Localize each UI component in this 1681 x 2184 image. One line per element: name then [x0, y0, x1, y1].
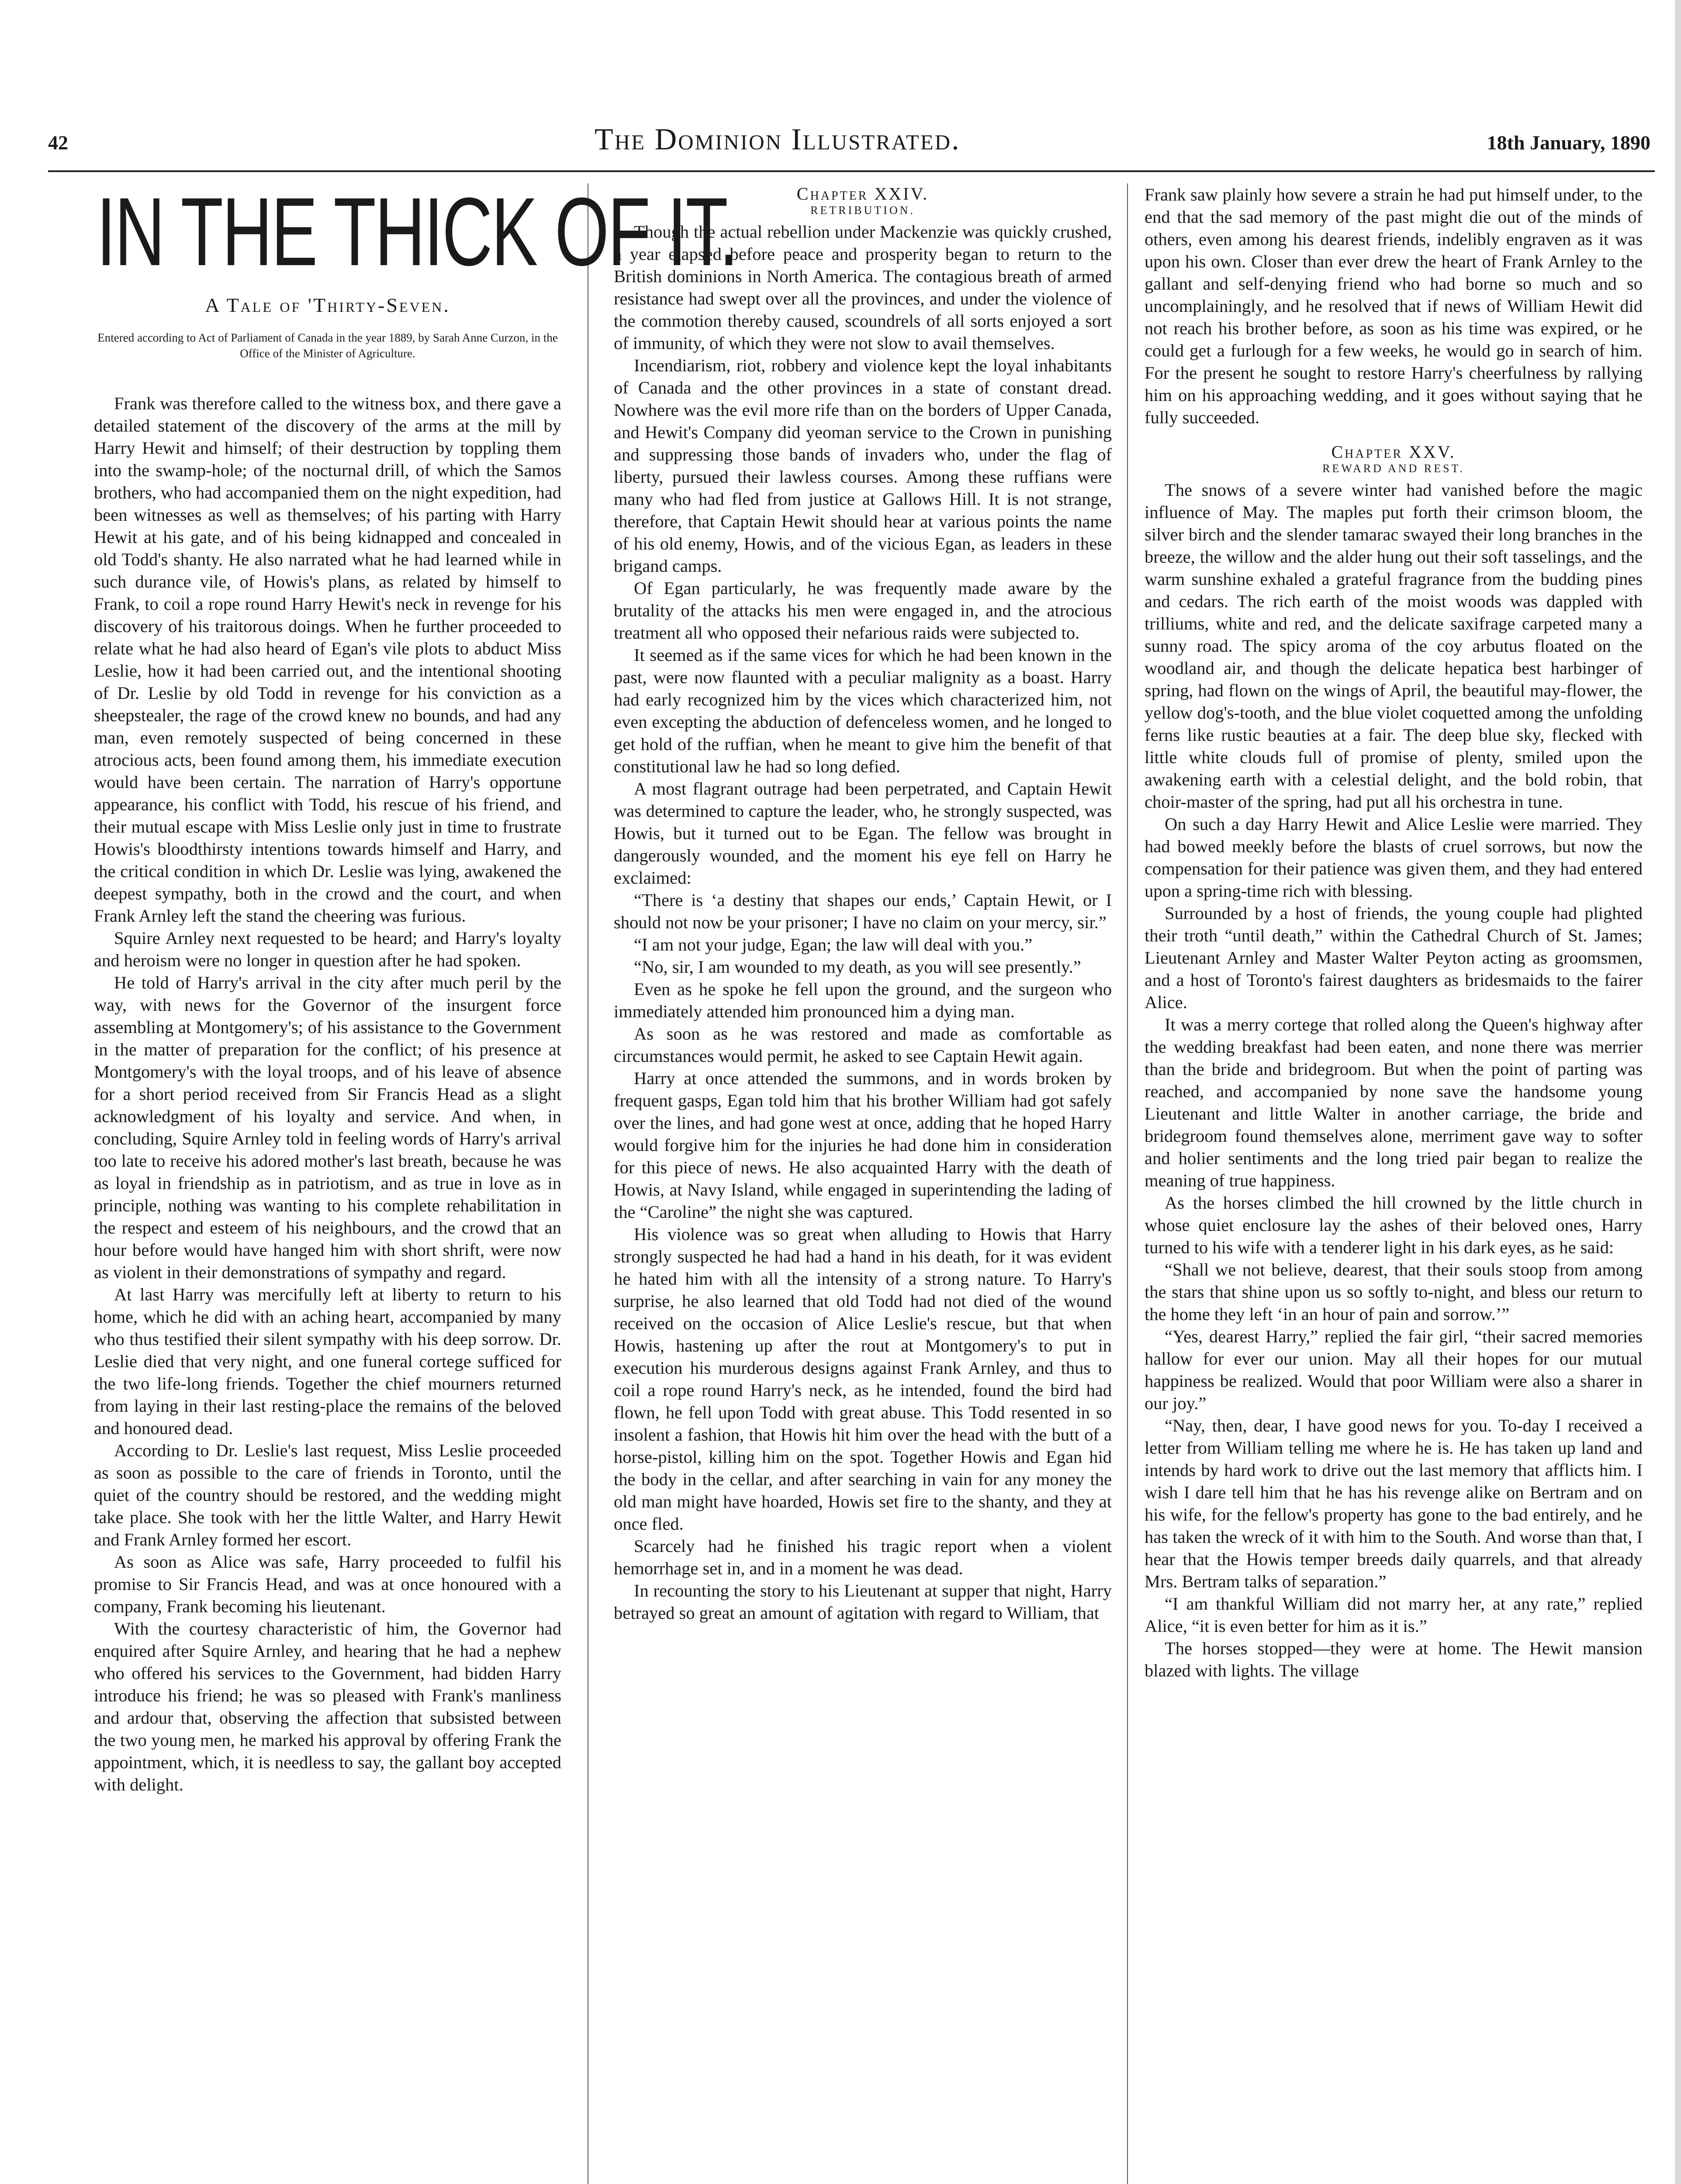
paragraph: At last Harry was mercifully left at liberty to return to his home, which he did with an aching heart, accompanied by many who thus testified their silent sympathy with his deep sorrow. Dr. Leslie died that very night, and one funeral cortege sufficed for the two life-long friends. Together the chief mourners returned from laying in their last resting-place the remains of the beloved and honoured dead.: [94, 1284, 561, 1438]
header-rule: [48, 170, 1655, 172]
paragraph: “I am thankful William did not marry her, at any rate,” replied Alice, “it is even better for him as it is.”: [1145, 1594, 1643, 1636]
paragraph: His violence was so great when alluding to Howis that Harry strongly suspected he had had a hand in his death, for it was evident he hated him with all the intensity of a strong nature. To Harry's surprise, he also learned that old Todd had not died of the wound received on the occasion of Alice Leslie's rescue, but that when Howis, hastening up after the rout at Montgomery's to put in execution his murderous designs against Frank Arnley, and thus to coil a rope round Harry's neck, as he intended, found the bird had flown, he fell upon Todd with great abuse. This Todd resented in so insolent a fashion, that Howis hit him over the head with the butt of a horse-pistol, killing him on the spot. Together Howis and Egan hid the body in the cellar, and after searching in vain for any money the old man might have hoarded, Howis set fire to the shanty, and they at once fled.: [614, 1224, 1112, 1534]
paragraph: “Shall we not believe, dearest, that their souls stoop from among the stars that shine upon us so softly to-night, and bless our return to the home they left ‘in an hour of pain and sorrow.’”: [1145, 1260, 1643, 1324]
paragraph: “Yes, dearest Harry,” replied the fair girl, “their sacred memories hallow for ever our union. May all their hopes for our mutual happiness be realized. Would that poor William were also a sharer in our joy.”: [1145, 1327, 1643, 1413]
column-3: [1145, 183, 1643, 2184]
paragraph: Surrounded by a host of friends, the young couple had plighted their troth “until death,” within the Cathedral Church of St. James; Lieutenant Arnley and Master Walter Peyton acting as groomsmen, and a host of Toronto's fairest daughters as bridesmaids to the fairer Alice.: [1145, 903, 1643, 1012]
paragraph: Even as he spoke he fell upon the ground, and the surgeon who immediately attended him pronounced him a dying man.: [614, 979, 1112, 1021]
story-title: IN THE THICK OF IT.: [96, 178, 737, 286]
column-3-text-a: [1145, 183, 1643, 429]
paragraph: As the horses climbed the hill crowned by the little church in whose quiet enclosure lay the ashes of their beloved ones, Harry turned to his wife with a tenderer light in his dark eyes, as he said:: [1145, 1193, 1643, 1257]
paragraph: Frank saw plainly how severe a strain he had put himself under, to the end that the sad memory of the past might die out of the minds of others, even among his dearest friends, indelibly engraven as it was upon his own. Closer than ever drew the heart of Frank Arnley to the gallant and self-denying friend who had borne so much and so uncomplainingly, and he resolved that if news of William Hewit did not reach his brother before, as soon as his time was expired, or he could get a furlough for a few weeks, he would go in search of him. For the present he sought to restore Harry's cheerfulness by rallying him on his approaching wedding, and it goes without saying that he fully succeeded.: [1145, 185, 1643, 427]
paragraph: Squire Arnley next requested to be heard; and Harry's loyalty and heroism were no longer in question after he had spoken.: [94, 928, 561, 970]
paragraph: Scarcely had he finished his tragic report when a violent hemorrhage set in, and in a moment he was dead.: [614, 1536, 1112, 1578]
paragraph: It was a merry cortege that rolled along the Queen's highway after the wedding breakfast had been eaten, and none there was merrier than the bride and bridegroom. But when the point of parting was reached, and accompanied by none save the handsome young Lieutenant and little Walter in another carriage, the bride and bridegroom found themselves alone, merriment gave way to softer and holier sentiments and the long tried pair began to realize the meaning of true happiness.: [1145, 1015, 1643, 1190]
story-subtitle: A Tale of 'Thirty-Seven.: [205, 294, 450, 316]
paragraph: The horses stopped—they were at home. The Hewit mansion blazed with lights. The village: [1145, 1638, 1643, 1680]
issue-date: 18th January, 1890: [1487, 131, 1650, 154]
paragraph: As soon as he was restored and made as comfortable as circumstances would permit, he asked to see Captain Hewit again.: [614, 1024, 1112, 1066]
column-2: [614, 183, 1112, 2184]
journal-title: The Dominion Illustrated.: [595, 123, 961, 156]
paragraph: On such a day Harry Hewit and Alice Leslie were married. They had bowed meekly before the blasts of cruel sorrows, but now the compensation for their patience was given them, and they had entered upon a spring-time rich with blessing.: [1145, 814, 1643, 901]
paragraph: According to Dr. Leslie's last request, Miss Leslie proceeded as soon as possible to the care of friends in Toronto, until the quiet of the country should be restored, and the wedding might take place. She took with her the little Walter, and Harry Hewit and Frank Arnley formed her escort.: [94, 1440, 561, 1549]
paragraph: “No, sir, I am wounded to my death, as you will see presently.”: [634, 957, 1081, 977]
chapter-25-subtitle: REWARD AND REST.: [1322, 462, 1465, 475]
paragraph: A most flagrant outrage had been perpetrated, and Captain Hewit was determined to capture the leader, who, he strongly suspected, was Howis, but it turned out to be Egan. The fellow was brought in dangerously wounded, and the moment his eye fell on Harry he exclaimed:: [614, 779, 1112, 888]
scan-edge: [1675, 0, 1681, 2184]
paragraph: With the courtesy characteristic of him, the Governor had enquired after Squire Arnley, and hearing that he had a nephew who offered his services to the Government, had bidden Harry introduce his friend; he was so pleased with Frank's manliness and ardour that, observing the affection that subsisted between the two young men, he marked his approval by offering Frank the appointment, which, it is needless to say, the gallant boy accepted with delight.: [94, 1618, 561, 1794]
column-divider: [1127, 183, 1128, 2184]
paragraph: “Nay, then, dear, I have good news for you. To-day I received a letter from William telling me where he is. He has taken up land and intends by hard work to drive out the last memory that afflicts him. I wish I dare tell him that he has his revenge alike on Bertram and on his wife, for the fellow's property has gone to the bad entirely, and he has taken the wreck of it with him to the South. And worse than that, I hear that the Howis temper breeds daily quarrels, and that already Mrs. Bertram talks of separation.”: [1145, 1416, 1643, 1591]
chapter-24-title: Chapter XXIV.: [796, 184, 929, 204]
chapter-25-title: Chapter XXV.: [1331, 442, 1456, 462]
running-head: [48, 122, 1650, 157]
paragraph: “I am not your judge, Egan; the law will deal with you.”: [634, 935, 1033, 954]
copyright-notice: Entered according to Act of Parliament of Canada in the year 1889, by Sarah Anne Curzon, in the Office of the Minister of Agriculture.: [97, 331, 558, 360]
paragraph: Harry at once attended the summons, and in words broken by frequent gasps, Egan told him that his brother William had got safely over the lines, and had gone west at once, adding that he hoped Harry would forgive him for the injuries he had done him in consideration for this piece of news. He also acquainted Harry with the death of Howis, at Navy Island, while engaged in superintending the lading of the “Caroline” the night she was captured.: [614, 1068, 1112, 1222]
paragraph: Of Egan particularly, he was frequently made aware by the brutality of the attacks his men were engaged in, and the atrocious treatment all who opposed their nefarious raids were subjected to.: [614, 578, 1112, 643]
paragraph: It seemed as if the same vices for which he had been known in the past, were now flaunted with a peculiar malignity as a boast. Harry had early recognized him by the vices which characterized him, not even excepting the abduction of defenceless women, and he longed to get hold of the ruffian, when he meant to give him the benefit of that constitutional law he had so long defied.: [614, 645, 1112, 776]
column-2-text: [614, 221, 1112, 1624]
paragraph: As soon as Alice was safe, Harry proceeded to fulfil his promise to Sir Francis Head, and was at once honoured with a company, Frank becoming his lieutenant.: [94, 1552, 561, 1616]
chapter-24-subtitle: RETRIBUTION.: [810, 204, 915, 217]
paragraph: Frank was therefore called to the witness box, and there gave a detailed statement of the discovery of the arms at the mill by Harry Hewit and himself; of their destruction by toppling them into the swamp-hole; of the nocturnal drill, of which the Samos brothers, who had accompanied them on the night expedition, had been witnesses as well as themselves; of his parting with Harry Hewit at his gate, and of his being kidnapped and concealed in old Todd's shanty. He also narrated what he had learned while in such durance vile, of Howis's plans, as related by himself to Frank, to coil a rope round Harry Hewit's neck in revenge for his discovery of his traitorous doings. When he further proceeded to relate what he had also heard of Egan's vile plots to abduct Miss Leslie, how it had been carried out, and the intentional shooting of Dr. Leslie by old Todd in revenge for his conviction as a sheepstealer, the rage of the crowd knew no bounds, and had any man, even remotely suspected of being concerned in these atrocious acts, been found among them, his immediate execution would have been certain. The narration of Harry's opportune appearance, his conflict with Todd, his rescue of his friend, and their mutual escape with Miss Leslie only just in time to frustrate Howis's bloodthirsty intentions towards himself and Harry, and the critical condition in which Dr. Leslie was lying, awakened the deepest sympathy, both in the crowd and the court, and when Frank Arnley left the stand the cheering was furious.: [94, 393, 561, 926]
paragraph: Incendiarism, riot, robbery and violence kept the loyal inhabitants of Canada and the other provinces in a state of constant dread. Nowhere was the evil more rife than on the borders of Upper Canada, and Hewit's Company did yeoman service to the Crown in punishing and suppressing those bands of invaders who, under the flag of liberty, pursued their lawless courses. Among these ruffians were many who had fled from justice at Gallows Hill. It is not strange, therefore, that Captain Hewit should hear at various points the name of his old enemy, Howis, and of the vicious Egan, as leaders in these brigand camps.: [614, 356, 1112, 576]
column-1: [94, 178, 737, 2184]
paragraph: He told of Harry's arrival in the city after much peril by the way, with news for the Governor of the insurgent force assembling at Montgomery's; of his assistance to the Government in the matter of preparation for the conflict; of his presence at Montgomery's with the loyal troops, and of his leave of absence for a short period received from Sir Francis Head as a slight acknowledgment of his loyalty and service. And when, in concluding, Squire Arnley told in feeling words of Harry's arrival too late to receive his adored mother's last breath, because he was as loyal in friendship as in patriotism, and as true in love as in principle, nothing was wanting to his complete rehabilitation in the respect and esteem of his neighbours, and the crowd that an hour before would have hanged him with short shrift, were now as violent in their demonstrations of sympathy and regard.: [94, 972, 561, 1282]
page-number: 42: [48, 131, 68, 154]
column-1-text: [94, 392, 561, 1796]
paragraph: In recounting the story to his Lieutenant at supper that night, Harry betrayed so great an amount of agitation with regard to William, that: [614, 1581, 1112, 1623]
paragraph: “There is ‘a destiny that shapes our ends,’ Captain Hewit, or I should not now be your prisoner; I have no claim on your mercy, sir.”: [614, 890, 1112, 932]
paragraph: The snows of a severe winter had vanished before the magic influence of May. The maples put forth their crimson bloom, the silver birch and the slender tamarac swayed their long branches in the breeze, the willow and the alder hung out their soft tasselings, and the warm sunshine exhaled a grateful fragrance from the budding pines and cedars. The rich earth of the moist woods was dappled with trilliums, white and red, and the delicate saxifrage carpeted many a sunny road. The spicy aroma of the coy arbutus floated on the woodland air, and though the delicate hepatica best harbinger of spring, had flown on the wings of April, the beautiful may-flower, the yellow dog's-tooth, and the blue violet coquetted among the unfolding ferns like rustic beauties at a fair. The deep blue sky, flecked with little white clouds full of promise of plenty, smiled upon the awakening earth with a celestial delight, and the bold robin, that choir-master of the spring, had put all his orchestra in tune.: [1145, 480, 1643, 812]
paragraph: Though the actual rebellion under Mackenzie was quickly crushed, a year elapsed before peace and prosperity began to return to the British dominions in North America. The contagious breath of armed resistance had swept over all the provinces, and under the violence of the commotion thereby caused, scoundrels of all sorts enjoyed a sort of immunity, of which they were not slow to avail themselves.: [614, 222, 1112, 353]
column-3-text-b: [1145, 479, 1643, 1682]
